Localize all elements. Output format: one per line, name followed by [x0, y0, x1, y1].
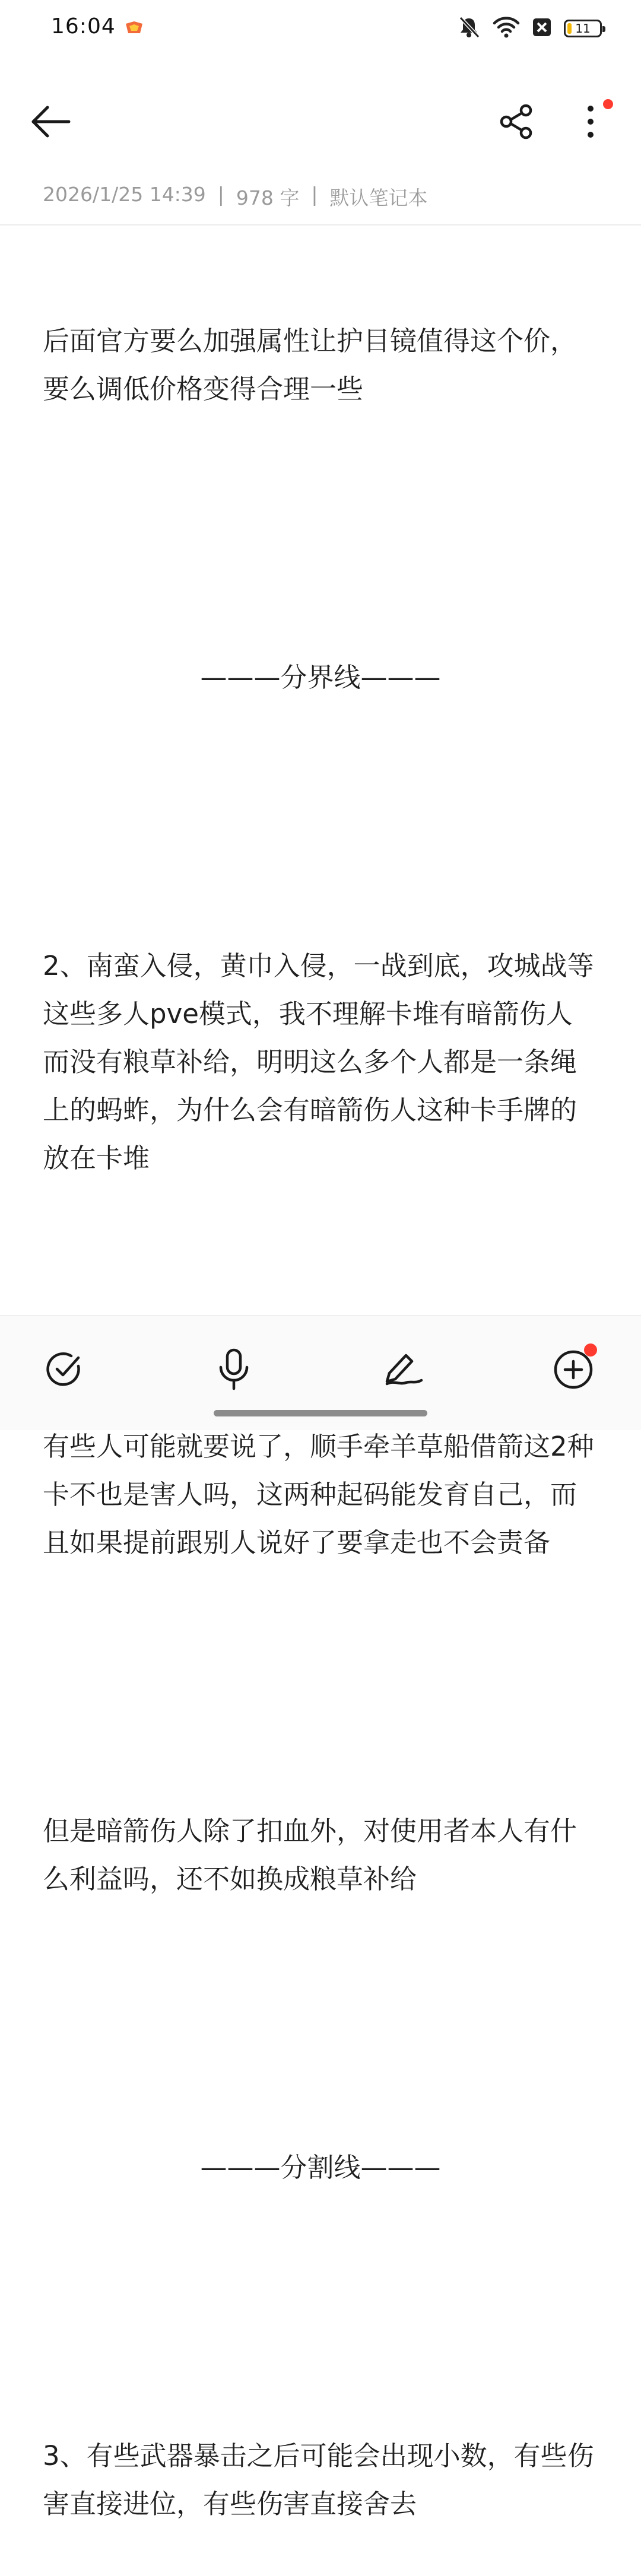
status-icons: [457, 14, 602, 43]
separator-line: ———分割线———: [200, 2152, 441, 2183]
handwriting-pen-icon: [382, 1351, 425, 1389]
handwriting-button[interactable]: [374, 1340, 433, 1399]
back-button[interactable]: [24, 101, 77, 142]
more-options-button[interactable]: [570, 98, 611, 145]
more-vertical-icon: [585, 103, 596, 141]
note-datetime: 2026/1/25 14:39: [43, 183, 206, 206]
status-bar: [0, 0, 641, 57]
separator-line: ———分界线———: [200, 662, 441, 693]
paragraph: 后面官方要么加强属性让护目镜值得这个价，要么调低价格变得合理一些: [43, 325, 577, 405]
checklist-icon: [45, 1351, 83, 1389]
paragraph: 3、有些武器暴击之后可能会出现小数，有些伤害直接进位，有些伤害直接舍去: [43, 2440, 594, 2520]
notebook-name[interactable]: 默认笔记本: [329, 186, 428, 209]
share-icon: [498, 103, 535, 140]
meta-separator: |: [217, 183, 224, 206]
paragraph: 有些人可能就要说了，顺手牵羊草船借箭这2种卡不也是害人吗，这两种起码能发育自己，而且如果提前跟别人说好了要拿走也不会责备: [43, 1431, 594, 1558]
battery-icon: [564, 20, 602, 37]
app-notification-icon: [125, 20, 144, 36]
mute-icon: [457, 15, 481, 42]
battery-level: 11: [575, 21, 591, 36]
arrow-left-icon: [30, 104, 71, 139]
notification-badge: [603, 99, 613, 109]
sim-off-icon: [532, 17, 552, 40]
microphone-icon: [217, 1348, 250, 1391]
add-button[interactable]: [544, 1340, 603, 1399]
header: [0, 89, 641, 154]
paragraph: 2、南蛮入侵，黄巾入侵，一战到底，攻城战等这些多人pve模式，我不理解卡堆有暗箭伤人而没有粮草补给，明明这么多个人都是一条绳上的蚂蚱，为什么会有暗箭伤人这种卡手牌的放在卡堆: [43, 950, 594, 1174]
home-indicator[interactable]: [214, 1410, 427, 1416]
notification-badge: [584, 1343, 597, 1357]
word-count: 978 字: [236, 186, 300, 209]
meta-separator: |: [311, 183, 318, 206]
wifi-icon: [493, 15, 520, 42]
note-meta: [43, 183, 428, 211]
checklist-button[interactable]: [34, 1340, 94, 1399]
paragraph: 但是暗箭伤人除了扣血外，对使用者本人有什么利益吗，还不如换成粮草补给: [43, 1815, 577, 1895]
status-time: 16:04: [51, 14, 116, 39]
voice-input-button[interactable]: [204, 1340, 264, 1399]
share-button[interactable]: [493, 101, 540, 142]
